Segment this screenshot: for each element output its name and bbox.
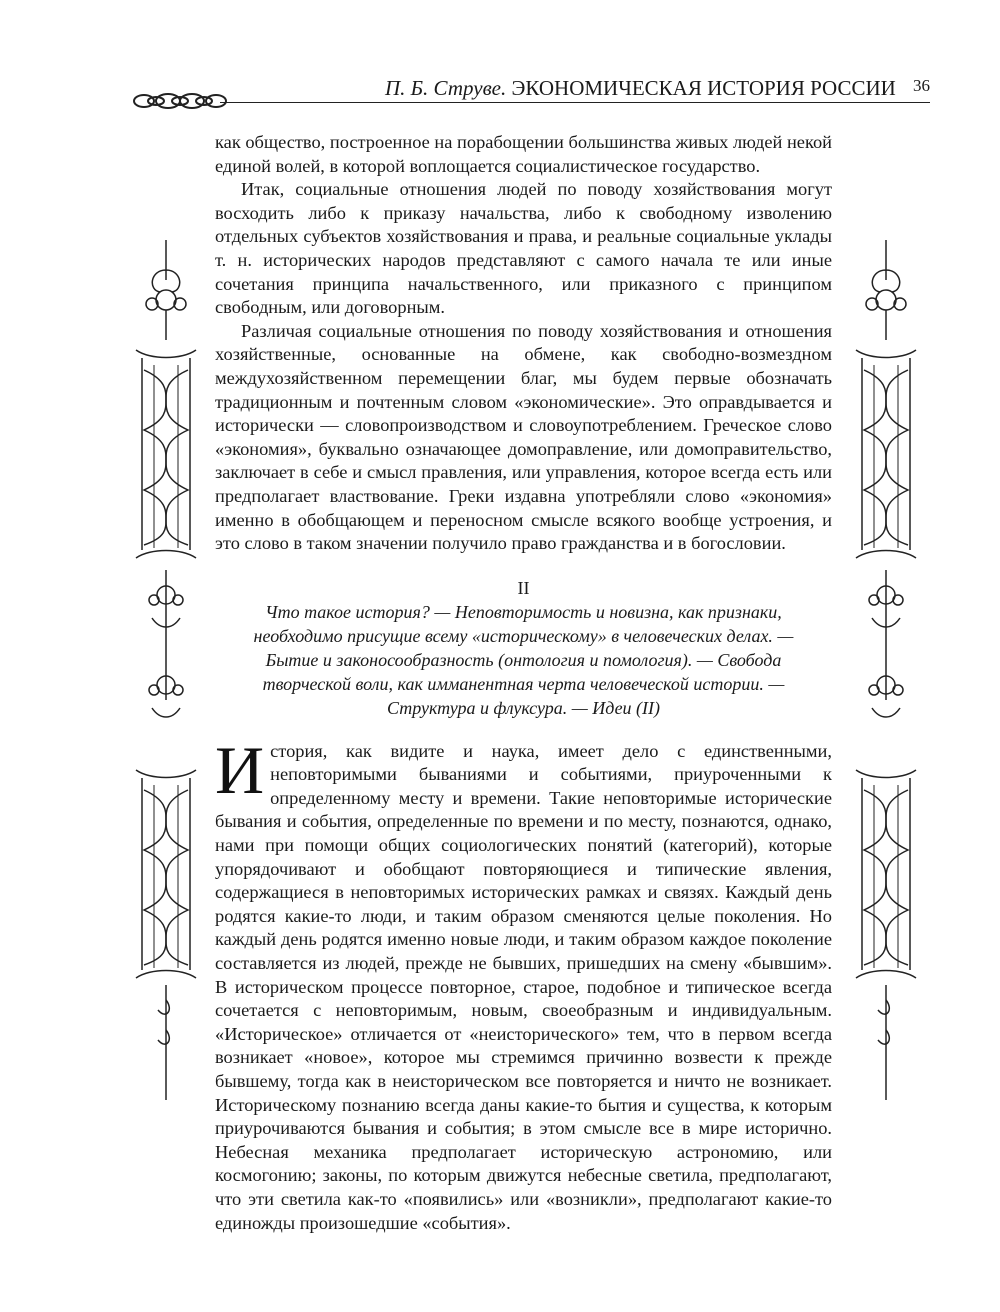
header-rule — [220, 102, 930, 103]
right-border-ornament — [850, 240, 922, 1100]
text-block — [215, 131, 832, 1235]
left-border-ornament — [130, 240, 202, 1100]
book-title: ЭКОНОМИЧЕСКАЯ ИСТОРИЯ РОССИИ — [511, 76, 896, 100]
section-number: II — [517, 577, 530, 598]
page-number: 36 — [913, 76, 930, 95]
paragraph-3: Различая социальные отношения по поводу хозяйствования и отношения хозяйственные, основанные на обмене, как свободно-возмездном междухозяйственном перемещении благ, мы будем первые обозначать традиционным и почтенным словом «экономические». Это оправдывается и исторически — словопроизводством и словоупотреблением. Греческое слово «экономия», буквально означающее домоправление, или домоправительство, заключает в себе и смысл правления, или управления, которое всегда есть или предполагает властвование. Греки издавна употребляли слово «экономия» именно в обобщающем и переносном смысле всякого вообще устроения, и это слово в таком значении получило право гражданства и в богословии. — [215, 320, 832, 554]
author-name: П. Б. Струве. — [385, 76, 507, 100]
paragraph-1: как общество, построенное на порабощении большинства живых людей некой единой волей, в которой воплощается социалистическое государство. — [215, 132, 832, 176]
interlace-knot-icon — [130, 90, 230, 112]
paragraph-2: Итак, социальные отношения людей по поводу хозяйствования могут восходить либо к приказу начальства, либо к свободному изволению отдельных субъектов хозяйствования и права, и реальные социальные уклады т. н. исторических народов представляют с самого начала те или иные сочетания принципа начальственного, или приказного с принципом свободным, или договорным. — [215, 179, 832, 318]
running-header — [120, 74, 930, 104]
drop-cap: И — [215, 731, 265, 808]
main-paragraph — [215, 731, 832, 1235]
running-title — [385, 76, 896, 101]
section-subtitle: Что такое история? — Неповторимость и новизна, как признаки, необходимо присущие всему «историческому» в человеческих делах. — Бытие и законосообразность (онтология и помология). — Свобода творческой воли, как имманентная черта человеческой истории. — Структура и флуксура. — Идеи (II) — [253, 601, 794, 718]
main-paragraph-body: стория, как видите и наука, имеет дело с единственными, неповторимыми бываниями и событиями, приуроченными к определенному месту и времени. Такие неповторимые исторические бывания и события, определенные по времени и по месту, познаются, однако, нами при помощи общих социологических понятий (категорий), которые упорядочивают и обобщают повторяющиеся и типические явления, содержащиеся в неповторимых исторических рамках и связях. Каждый день родятся какие-то люди, и таким образом сменяются целые поколения. Но каждый день родятся именно новые люди, и таким образом каждое поколение составляется из людей, прежде не бывших, пришедших на смену «бывшим». В историческом процессе повторное, старое, подобное и типическое всегда сочетается с неповторимым, новым, своеобразным и индивидуальным. «Историческое» отличается от «неисторического» тем, что в первом всегда возникает «новое», которое мы стремимся причинно возвести к прежде бывшему, тогда как в неисторическом все повторяется и ничто не возникает. Историческому познанию всегда даны какие-то бытия и существа, к которым приурочиваются бывания и события; в этом смысле все в мире исторично. Небесная механика предполагает историческую астрономию, или космогонию; законы, по которым движутся небесные светила, предполагают, что эти светила как-то «появились» или «возникли», предполагают какие-то единожды произошедшие «события». — [215, 740, 832, 1233]
section-heading — [215, 576, 832, 720]
